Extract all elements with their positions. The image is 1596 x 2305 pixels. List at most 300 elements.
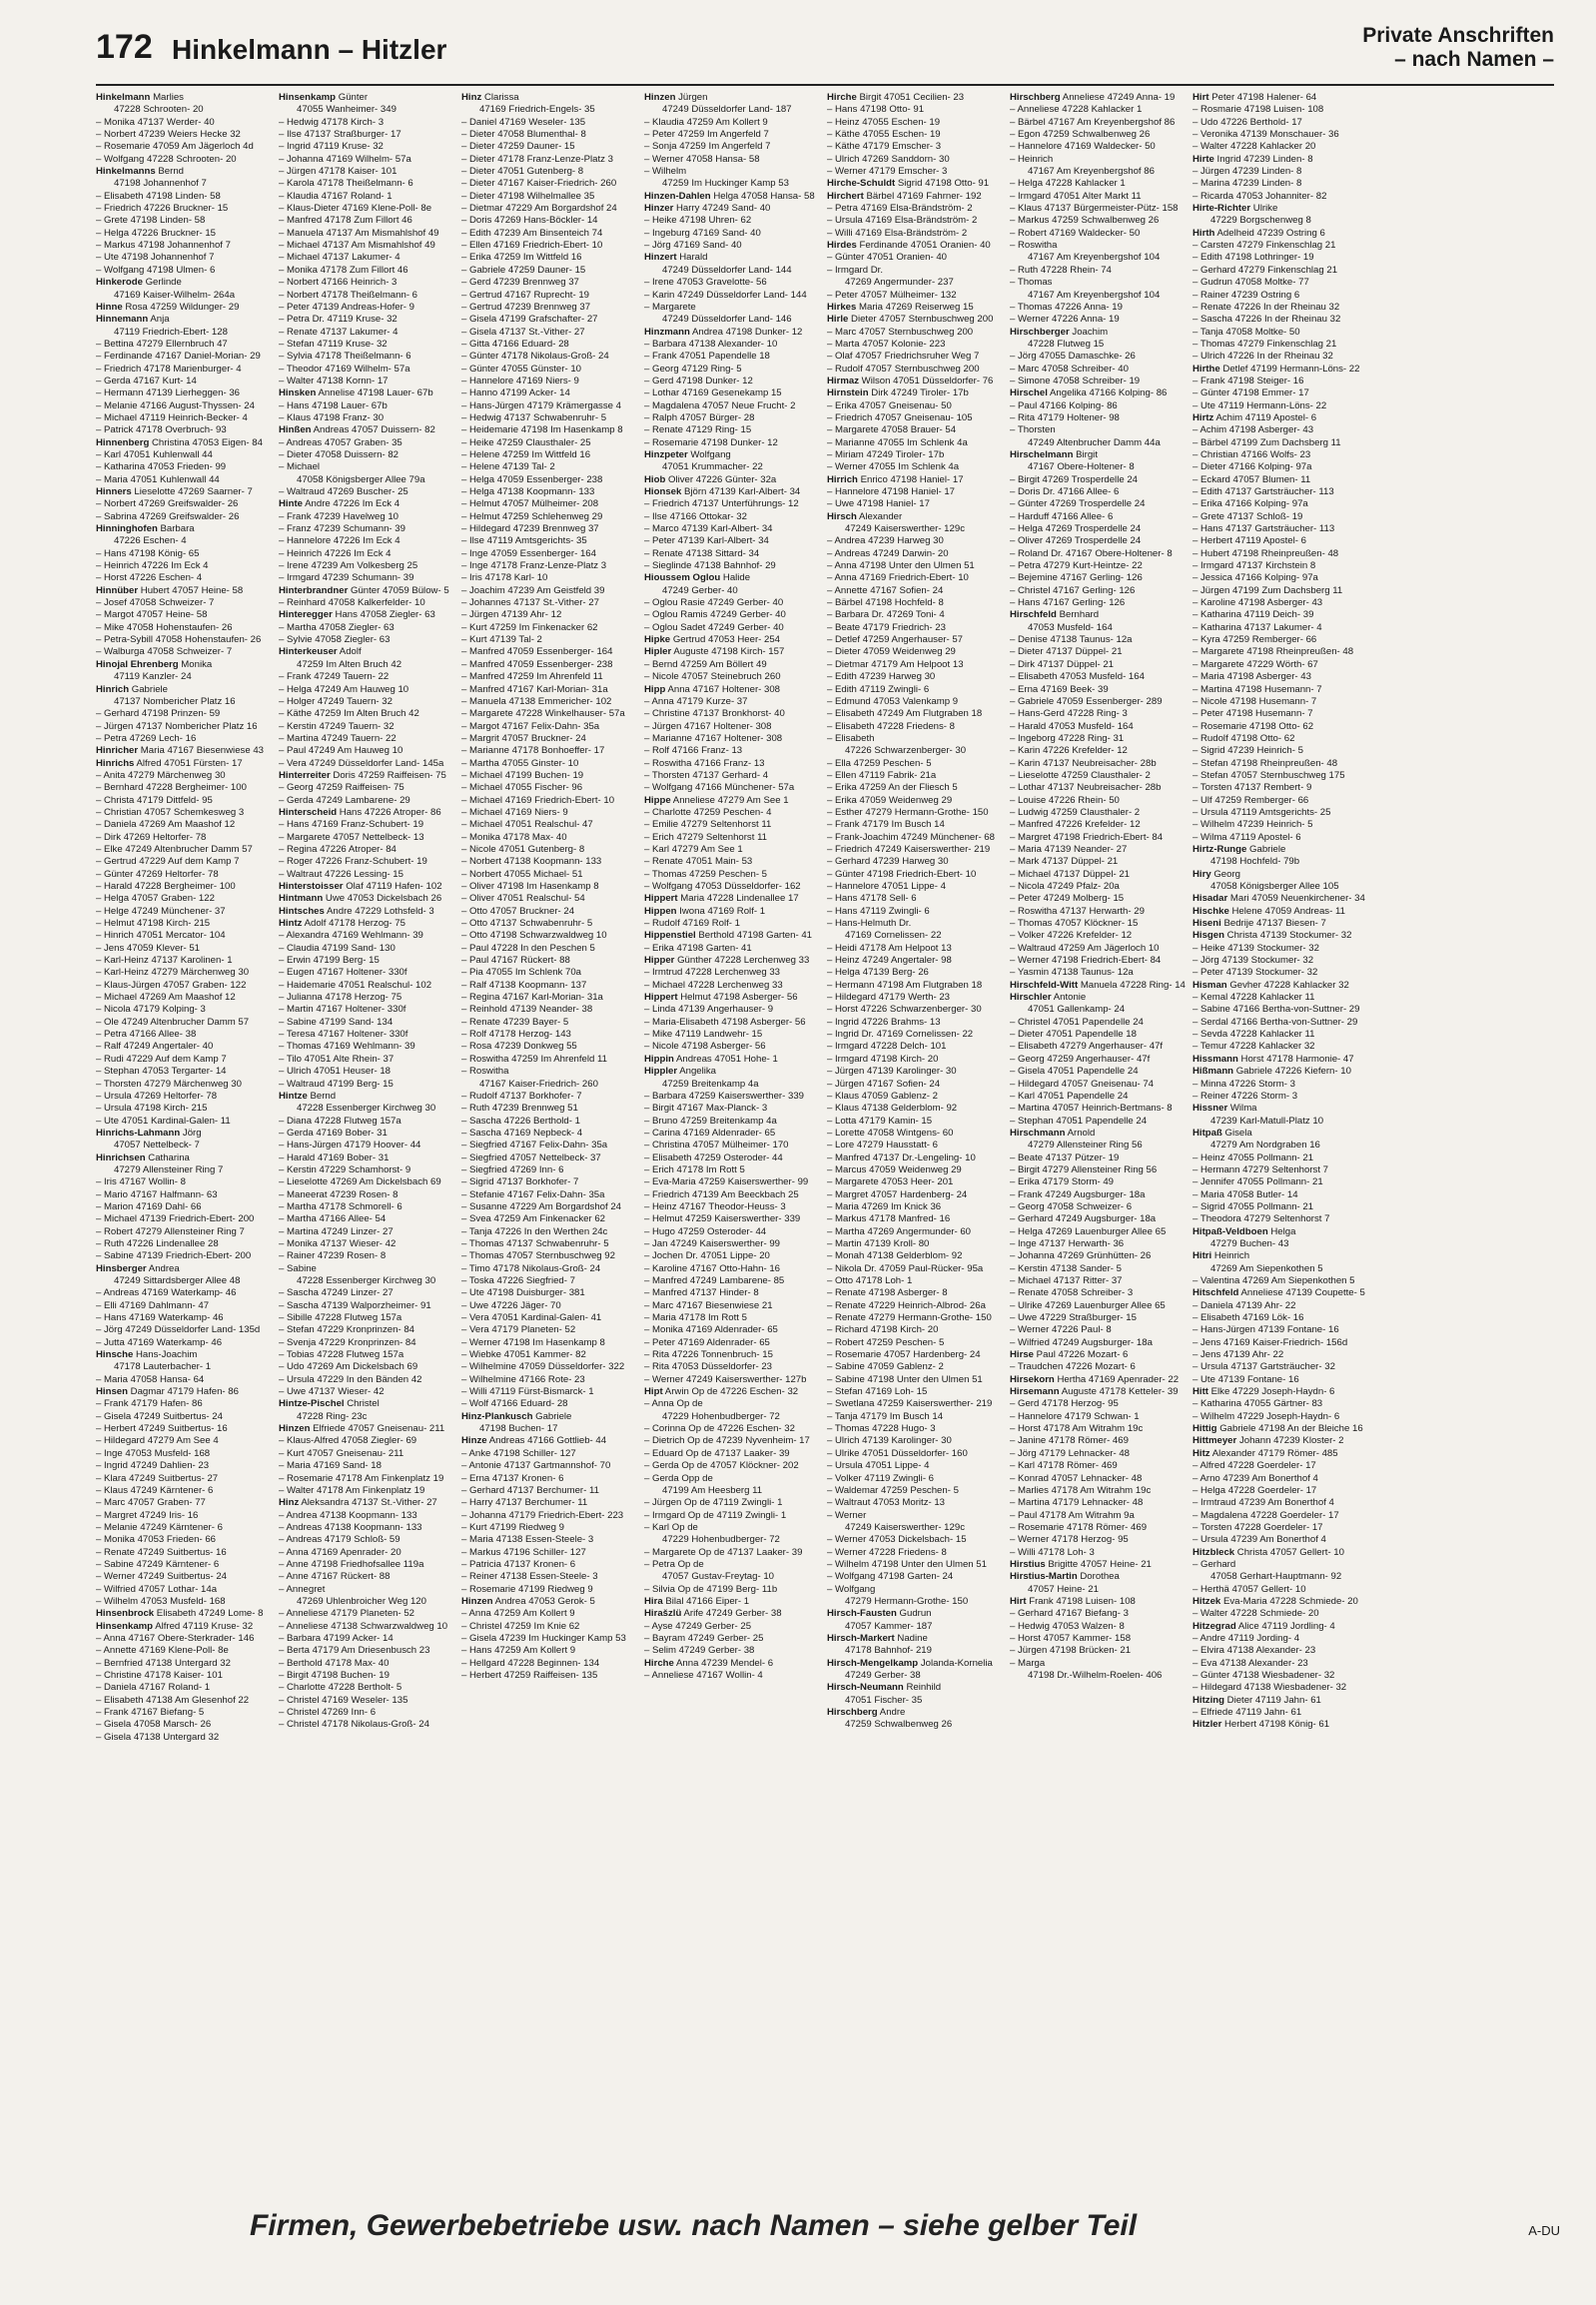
entry-text: – Margarete 47053 Heer- 201 bbox=[827, 1176, 954, 1188]
directory-entry bbox=[461, 955, 638, 967]
directory-entry bbox=[1193, 721, 1369, 733]
entry-text: – Hellgard 47228 Beginnen- 134 bbox=[461, 1657, 600, 1669]
directory-entry bbox=[461, 314, 638, 326]
directory-column bbox=[1193, 92, 1369, 2199]
entry-text: – Frank 47051 Papendelle 18 bbox=[644, 351, 770, 363]
directory-entry bbox=[96, 1522, 273, 1534]
directory-entry bbox=[279, 240, 455, 252]
entry-text: – Hildegard 47239 Brennweg 37 bbox=[461, 523, 599, 535]
entry-text: – Friedrich 47178 Marienburger- 4 bbox=[96, 363, 242, 375]
directory-entry bbox=[461, 129, 638, 141]
directory-entry bbox=[1010, 535, 1187, 547]
entry-text: – Martha 47058 Ziegler- 63 bbox=[279, 621, 395, 633]
entry-text: – Sieglinde 47138 Bahnhof- 29 bbox=[644, 560, 776, 572]
entry-text: – Olaf 47057 Friedrichsruher Weg 7 bbox=[827, 351, 980, 363]
entry-continuation: 47178 Lauterbacher- 1 bbox=[114, 1361, 212, 1373]
directory-entry bbox=[827, 671, 1004, 683]
entry-text: – Anneliese 47167 Wollin- 4 bbox=[644, 1670, 763, 1681]
entry-text: – Hans 47167 Gerling- 126 bbox=[1010, 597, 1126, 609]
directory-entry bbox=[96, 1041, 273, 1053]
directory-entry bbox=[1193, 1324, 1369, 1336]
entry-text: – Joachim 47239 Am Geistfeld 39 bbox=[461, 584, 605, 596]
directory-entry bbox=[96, 609, 273, 621]
entry-text: – Ursula 47239 Am Bonerthof 4 bbox=[1193, 1534, 1326, 1546]
entry-text: Anneliese 47279 Am See 1 bbox=[672, 794, 789, 806]
entry-text: – Nicole 47198 Husemann- 7 bbox=[1193, 695, 1317, 707]
directory-entry bbox=[1193, 1707, 1369, 1719]
surname-entry bbox=[279, 918, 455, 930]
directory-entry bbox=[644, 807, 821, 819]
entry-text: – Hannelore 47179 Schwan- 1 bbox=[1010, 1410, 1140, 1422]
entry-text: – Edith 47239 Harweg 30 bbox=[827, 671, 936, 683]
directory-entry bbox=[279, 1547, 455, 1559]
directory-column bbox=[279, 92, 455, 2199]
entry-text: – Iris 47178 Karl- 10 bbox=[461, 572, 548, 584]
entry-text: – Hannelore 47198 Haniel- 17 bbox=[827, 486, 956, 497]
surname-entry bbox=[1193, 364, 1369, 376]
directory-entry bbox=[461, 1608, 638, 1620]
entry-text: – Jens 47169 Kaiser-Friedrich- 156d bbox=[1193, 1336, 1348, 1348]
directory-entry bbox=[461, 486, 638, 498]
directory-entry bbox=[1193, 1658, 1369, 1670]
entry-text: – Michael 47137 Ritter- 37 bbox=[1010, 1275, 1123, 1286]
entry-text: – Andre 47119 Jording- 4 bbox=[1193, 1632, 1300, 1644]
entry-text: Alexander 47179 Römer- 485 bbox=[1211, 1447, 1338, 1459]
directory-entry bbox=[461, 498, 638, 510]
directory-entry bbox=[644, 856, 821, 868]
entry-text: – Karoline 47167 Otto-Hahn- 16 bbox=[644, 1262, 780, 1274]
entry-text: Anja bbox=[150, 314, 170, 326]
entry-text: – Carina 47169 Aldenrader- 65 bbox=[644, 1127, 776, 1139]
entry-text: – Werner 47058 Hansa- 58 bbox=[644, 153, 760, 165]
entry-text: – Torsten 47228 Goerdeler- 17 bbox=[1193, 1521, 1323, 1533]
entry-text: – Lieselotte 47269 Am Dickelsbach 69 bbox=[279, 1176, 441, 1188]
entry-text: – Gisela 47051 Papendelle 24 bbox=[1010, 1066, 1139, 1078]
directory-entry bbox=[644, 1189, 821, 1201]
entry-text: – Robert 47169 Waldecker- 50 bbox=[1010, 227, 1141, 239]
entry-text: – Günter 47138 Wiesbadener- 32 bbox=[1193, 1670, 1335, 1681]
entry-text: – Petra 47169 Elsa-Brändström- 2 bbox=[827, 203, 973, 215]
entry-text: – Frank 47167 Biefang- 5 bbox=[96, 1707, 205, 1719]
surname: Hinterscheid bbox=[279, 806, 338, 818]
surname: Hirschelmann bbox=[1010, 448, 1074, 460]
entry-continuation: 47119 Kanzler- 24 bbox=[114, 671, 192, 683]
directory-entry bbox=[827, 758, 1004, 770]
directory-entry bbox=[1193, 832, 1369, 844]
directory-entry bbox=[1010, 314, 1187, 326]
entry-text: – Margarete 47057 Nettelbeck- 13 bbox=[279, 831, 424, 843]
entry-text: – Jürgen 47239 Linden- 8 bbox=[1193, 166, 1302, 178]
entry-text: – Rosemarie 47057 Hardenberg- 24 bbox=[827, 1349, 981, 1361]
surname-entry bbox=[279, 1497, 455, 1509]
entry-text: Dirk 47249 Tiroler- 17b bbox=[871, 387, 969, 399]
directory-entry bbox=[827, 1398, 1004, 1410]
entry-text: – Markus 47178 Manfred- 16 bbox=[827, 1213, 951, 1225]
directory-entry bbox=[96, 1682, 273, 1694]
surname-entry bbox=[644, 1054, 821, 1066]
surname-entry bbox=[1193, 844, 1369, 856]
directory-entry bbox=[96, 1732, 273, 1744]
entry-text: – Helge 47249 Münchener- 37 bbox=[96, 905, 226, 917]
directory-entry bbox=[96, 572, 273, 584]
entry-continuation: 47167 Am Kreyenbergshof 86 bbox=[1028, 166, 1155, 178]
directory-entry bbox=[1193, 696, 1369, 708]
directory-entry bbox=[1193, 684, 1369, 696]
entry-text: Helga bbox=[1270, 1225, 1296, 1237]
directory-entry bbox=[1193, 535, 1369, 547]
directory-entry bbox=[461, 461, 638, 473]
directory-entry bbox=[461, 622, 638, 634]
directory-entry bbox=[1193, 117, 1369, 129]
surname-entry bbox=[279, 498, 455, 510]
directory-entry bbox=[279, 1645, 455, 1657]
entry-text: – Sascha 47226 In der Rheinau 32 bbox=[1193, 314, 1341, 326]
entry-text: – Gisela 47058 Marsch- 26 bbox=[96, 1719, 212, 1731]
surname: Hirche-Schuldt bbox=[827, 178, 896, 190]
surname-entry bbox=[827, 1608, 1004, 1620]
entry-text: – Markus 47259 Schwalbenweg 26 bbox=[1010, 215, 1160, 227]
surname-entry bbox=[96, 277, 273, 289]
entry-text: – Manfred 47137 Dr.-Lengeling- 10 bbox=[827, 1152, 976, 1163]
directory-entry bbox=[1010, 1250, 1187, 1262]
surname: Hirse bbox=[1010, 1349, 1034, 1361]
entry-continuation: 47051 Krummacher- 22 bbox=[662, 461, 763, 473]
entry-continuation: 47169 Cornelissen- 22 bbox=[845, 930, 942, 942]
entry-text: – Elisabeth bbox=[827, 732, 875, 744]
entry-text: – Martin 47139 Kroll- 80 bbox=[827, 1237, 930, 1249]
entry-continuation: 47249 Düsseldorfer Land- 187 bbox=[662, 104, 792, 116]
entry-text: – Marianne 47055 Im Schlenk 4a bbox=[827, 436, 968, 448]
directory-entry bbox=[96, 1250, 273, 1262]
entry-text: – Marc 47167 Biesenwiese 21 bbox=[644, 1299, 773, 1311]
surname-entry bbox=[1193, 906, 1369, 918]
entry-text: – Wilhelm 47229 Joseph-Haydn- 6 bbox=[1193, 1410, 1340, 1422]
entry-text: – Kemal 47228 Kahlacker 11 bbox=[1193, 992, 1315, 1004]
entry-text: – Jens 47059 Klever- 51 bbox=[96, 942, 200, 954]
directory-entry bbox=[827, 869, 1004, 881]
surname: Hinsenkamp bbox=[96, 1620, 154, 1632]
entry-text: – Annette 47169 Klene-Poll- 8e bbox=[96, 1645, 229, 1657]
directory-entry bbox=[1193, 758, 1369, 770]
directory-entry bbox=[1193, 339, 1369, 351]
entry-text: – Manfred 47178 Zum Fillort 46 bbox=[279, 215, 412, 227]
entry-text: – Thomas 47259 Peschen- 5 bbox=[644, 868, 768, 880]
entry-text: – Lorette 47058 Wintgens- 60 bbox=[827, 1127, 954, 1139]
entry-continuation: 47051 Fischer- 35 bbox=[845, 1694, 923, 1706]
entry-text: – Irmgard 47051 Alter Markt 11 bbox=[1010, 190, 1142, 202]
directory-entry bbox=[461, 1213, 638, 1225]
entry-text: – Jürgen Op de 47119 Zwingli- 1 bbox=[644, 1497, 783, 1509]
entry-text: – Renate 47129 Ring- 15 bbox=[644, 424, 752, 436]
directory-entry bbox=[827, 1411, 1004, 1423]
entry-text: Maria 47269 Reiserweg 15 bbox=[859, 301, 974, 313]
entry-text: – Hans 47198 Lauer- 67b bbox=[279, 399, 388, 411]
directory-entry bbox=[96, 597, 273, 609]
entry-text: – Walter 47138 Kornn- 17 bbox=[279, 375, 389, 386]
directory-entry bbox=[461, 1091, 638, 1103]
directory-entry bbox=[279, 1337, 455, 1349]
entry-continuation: 47198 Buchen- 17 bbox=[479, 1423, 558, 1435]
entry-text: Dagmar 47179 Hafen- 86 bbox=[130, 1386, 239, 1398]
entry-text: – Hans-Jürgen 47179 Krämergasse 4 bbox=[461, 399, 621, 411]
directory-entry bbox=[461, 795, 638, 807]
surname: Hinterbrandner bbox=[279, 584, 349, 596]
directory-entry bbox=[279, 684, 455, 696]
entry-text: – Erika 47198 Garten- 41 bbox=[644, 942, 752, 954]
directory-entry bbox=[461, 1460, 638, 1472]
surname: Hippin bbox=[644, 1053, 674, 1065]
directory-entry bbox=[827, 980, 1004, 992]
entry-text: Andreas 47057 Duissern- 82 bbox=[313, 424, 435, 436]
entry-text: – Paul 47249 Am Hauweg 10 bbox=[279, 745, 403, 757]
entry-text: Antonie bbox=[1053, 992, 1087, 1004]
directory-entry bbox=[1010, 881, 1187, 893]
directory-entry bbox=[827, 129, 1004, 141]
entry-text: – Gerd 47178 Herzog- 95 bbox=[1010, 1398, 1119, 1410]
surname-entry bbox=[279, 770, 455, 782]
surname: Hirche bbox=[827, 92, 857, 103]
directory-entry bbox=[827, 265, 1004, 277]
directory-entry bbox=[279, 400, 455, 412]
entry-text: – Helga 47138 Koopmann- 133 bbox=[461, 486, 595, 497]
entry-text: – Vera 47249 Düsseldorfer Land- 145a bbox=[279, 757, 444, 769]
directory-entry bbox=[827, 659, 1004, 671]
directory-entry bbox=[279, 1238, 455, 1250]
directory-entry bbox=[1193, 807, 1369, 819]
directory-entry bbox=[279, 1128, 455, 1140]
entry-text: – Volker 47119 Zwingli- 6 bbox=[827, 1472, 935, 1484]
entry-continuation: 47167 Am Kreyenbergshof 104 bbox=[1028, 289, 1161, 301]
entry-text: Gabriele bbox=[535, 1410, 572, 1422]
entry-text: – Rosemarie 47059 Am Jägerloch 4d bbox=[96, 141, 254, 153]
directory-entry bbox=[1193, 474, 1369, 486]
surname-entry bbox=[96, 92, 273, 104]
directory-entry bbox=[279, 461, 455, 473]
surname: Hintze-Pischel bbox=[279, 1398, 345, 1410]
directory-entry bbox=[279, 548, 455, 560]
entry-text: – Hedwig 47137 Schwabenruhr- 5 bbox=[461, 411, 607, 423]
directory-entry bbox=[644, 511, 821, 523]
directory-entry bbox=[1193, 351, 1369, 363]
directory-entry bbox=[279, 1522, 455, 1534]
surname: Hipp bbox=[644, 683, 666, 695]
entry-text: – Ayse 47249 Gerber- 25 bbox=[644, 1620, 752, 1632]
entry-text: – Harald 47228 Bergheimer- 100 bbox=[96, 881, 236, 892]
entry-text: – Heike 47259 Clausthaler- 25 bbox=[461, 436, 591, 448]
entry-text: – Maria 47139 Neander- 27 bbox=[1010, 843, 1128, 855]
entry-text: – Klaus 47198 Franz- 30 bbox=[279, 411, 385, 423]
directory-entry bbox=[461, 671, 638, 683]
directory-entry bbox=[1010, 1324, 1187, 1336]
directory-entry bbox=[96, 930, 273, 942]
entry-text: – Swetlana 47259 Kaiserswerther- 219 bbox=[827, 1398, 993, 1410]
entry-text: – Sascha 47169 Nepbeck- 4 bbox=[461, 1127, 583, 1139]
directory-entry bbox=[1010, 129, 1187, 141]
directory-entry bbox=[644, 228, 821, 240]
entry-text: – Elfriede 47119 Jahn- 61 bbox=[1193, 1707, 1302, 1719]
entry-continuation: 47057 Gustav-Freytag- 10 bbox=[662, 1571, 774, 1583]
directory-entry bbox=[96, 424, 273, 436]
entry-text: – Timo 47178 Nikolaus-Groß- 24 bbox=[461, 1262, 601, 1274]
directory-entry bbox=[279, 560, 455, 572]
entry-text: – Wilhelm 47198 Unter den Ulmen 51 bbox=[827, 1558, 987, 1570]
directory-entry bbox=[461, 733, 638, 745]
entry-text: – Werner 47055 Im Schlenk 4a bbox=[827, 461, 960, 473]
directory-entry bbox=[279, 141, 455, 153]
directory-entry bbox=[96, 770, 273, 782]
directory-entry bbox=[279, 869, 455, 881]
directory-entry bbox=[1193, 1152, 1369, 1164]
directory-entry bbox=[1010, 412, 1187, 424]
directory-entry bbox=[1193, 795, 1369, 807]
entry-text: – Andreas 47169 Waterkamp- 46 bbox=[96, 1287, 237, 1299]
entry-continuation: 47226 Eschen- 4 bbox=[114, 535, 187, 547]
directory-entry bbox=[827, 721, 1004, 733]
directory-entry bbox=[827, 795, 1004, 807]
directory-entry bbox=[1193, 770, 1369, 782]
directory-entry bbox=[827, 1423, 1004, 1435]
surname-entry bbox=[1193, 918, 1369, 930]
directory-entry bbox=[644, 240, 821, 252]
surname-entry bbox=[1193, 869, 1369, 881]
entry-text: – Jörg 47139 Stockumer- 32 bbox=[1193, 955, 1314, 967]
entry-continuation: 47229 Hohenbudberger- 72 bbox=[662, 1410, 780, 1422]
directory-entry bbox=[461, 1287, 638, 1299]
surname: Hitzing bbox=[1193, 1694, 1224, 1706]
entry-text: – Sevda 47228 Kahlacker 11 bbox=[1193, 1029, 1315, 1041]
entry-text: – Anna 47169 Apenrader- 20 bbox=[279, 1546, 401, 1558]
directory-entry bbox=[461, 327, 638, 339]
directory-entry bbox=[1193, 1510, 1369, 1522]
directory-entry bbox=[1010, 1066, 1187, 1078]
directory-entry bbox=[644, 844, 821, 856]
directory-entry bbox=[1010, 770, 1187, 782]
directory-entry bbox=[279, 1066, 455, 1078]
entry-text: – Uwe 47226 Jäger- 70 bbox=[461, 1299, 561, 1311]
directory-entry bbox=[96, 721, 273, 733]
entry-text: Andre 47229 Lothsfeld- 3 bbox=[327, 905, 434, 917]
entry-text: – Mike 47119 Landwehr- 15 bbox=[644, 1029, 763, 1041]
entry-text: – Willi 47169 Elsa-Brändström- 2 bbox=[827, 227, 968, 239]
entry-text: – Wilhelmine 47166 Rote- 23 bbox=[461, 1373, 585, 1385]
entry-text: Elfriede 47057 Gneisenau- 211 bbox=[313, 1423, 445, 1435]
surname: Hinrichs bbox=[96, 757, 135, 769]
entry-text: – Ludwig 47259 Clausthaler- 2 bbox=[1010, 806, 1141, 818]
surname: Hirte-Richter bbox=[1193, 203, 1251, 215]
entry-text: – Alexandra 47169 Wehlmann- 39 bbox=[279, 930, 423, 942]
entry-text: Bedrije 47137 Biesen- 7 bbox=[1223, 918, 1326, 930]
directory-entry bbox=[827, 252, 1004, 264]
entry-text: – Elli 47169 Dahlmann- 47 bbox=[96, 1299, 210, 1311]
entry-text: – Ingrid 47249 Dahlien- 23 bbox=[96, 1460, 210, 1472]
directory-entry bbox=[827, 967, 1004, 979]
surname: Hirstius-Martin bbox=[1010, 1571, 1078, 1583]
entry-text: – Manfred 47167 Karl-Morian- 31a bbox=[461, 683, 608, 695]
entry-text: – Hinrich 47051 Mercator- 104 bbox=[96, 930, 226, 942]
entry-text: – Helga 47249 Am Hauweg 10 bbox=[279, 683, 409, 695]
page-header bbox=[96, 24, 1554, 90]
directory-entry bbox=[644, 154, 821, 166]
surname: Hinkerode bbox=[96, 277, 143, 289]
entry-text: – Klaudia 47167 Roland- 1 bbox=[279, 190, 393, 202]
entry-text: – Irmtrud 47228 Lerchenweg 33 bbox=[644, 967, 780, 979]
directory-entry bbox=[461, 1374, 638, 1386]
entry-text: – Martin 47167 Holtener- 330f bbox=[279, 1004, 406, 1016]
entry-text: – Friedrich 47137 Unterführungs- 12 bbox=[644, 498, 799, 510]
surname-entry bbox=[1010, 1349, 1187, 1361]
entry-text: – Karin 47226 Krefelder- 12 bbox=[1010, 745, 1128, 757]
entry-text: – Ulrich 47269 Sanddorn- 30 bbox=[827, 153, 950, 165]
directory-entry bbox=[827, 1176, 1004, 1188]
surname-entry bbox=[279, 424, 455, 436]
surname-entry bbox=[644, 1066, 821, 1078]
directory-entry bbox=[96, 387, 273, 399]
entry-text: Gabriele bbox=[131, 683, 168, 695]
surname: Hinze bbox=[461, 1435, 487, 1447]
directory-entry bbox=[827, 117, 1004, 129]
entry-text: – Rainer 47239 Ostring 6 bbox=[1193, 289, 1300, 301]
directory-entry bbox=[1193, 943, 1369, 955]
surname-entry bbox=[96, 1608, 273, 1620]
entry-text: – Ferdinande 47167 Daniel-Morian- 29 bbox=[96, 351, 261, 363]
entry-text: – Bernfried 47138 Untergard 32 bbox=[96, 1657, 231, 1669]
directory-entry bbox=[827, 1435, 1004, 1447]
entry-text: – Magdalena 47057 Neue Frucht- 2 bbox=[644, 399, 796, 411]
directory-entry bbox=[644, 1250, 821, 1262]
directory-entry bbox=[96, 967, 273, 979]
directory-column bbox=[827, 92, 1004, 2199]
entry-text: – Ruth 47226 Lindenallee 28 bbox=[96, 1237, 219, 1249]
directory-entry bbox=[1193, 585, 1369, 597]
entry-text: – Dietrich Op de 47239 Nyvenheim- 17 bbox=[644, 1435, 810, 1447]
surname-entry bbox=[96, 659, 273, 671]
directory-entry bbox=[96, 1584, 273, 1596]
directory-entry bbox=[461, 634, 638, 646]
directory-entry bbox=[827, 1275, 1004, 1287]
directory-entry bbox=[1193, 659, 1369, 671]
directory-entry bbox=[644, 1361, 821, 1373]
directory-entry bbox=[279, 290, 455, 302]
directory-entry bbox=[279, 339, 455, 351]
entry-text: – Thomas 47137 Schwabenruhr- 5 bbox=[461, 1237, 609, 1249]
entry-text: – Gudrun 47058 Moltke- 77 bbox=[1193, 277, 1309, 289]
entry-text: – Grete 47198 Linden- 58 bbox=[96, 215, 206, 227]
surname: Hißmann bbox=[1193, 1066, 1234, 1078]
directory-entry bbox=[96, 228, 273, 240]
directory-entry bbox=[1010, 1213, 1187, 1225]
entry-text: – Barbara 47199 Acker- 14 bbox=[279, 1632, 394, 1644]
entry-text: – Horst 47226 Eschen- 4 bbox=[96, 572, 203, 584]
entry-text: – Wilhelmine 47059 Düsseldorfer- 322 bbox=[461, 1361, 625, 1373]
directory-entry bbox=[644, 1473, 821, 1485]
directory-entry bbox=[279, 1176, 455, 1188]
surname: Hinnemann bbox=[96, 314, 149, 326]
surname-entry bbox=[827, 1682, 1004, 1694]
directory-entry bbox=[279, 1670, 455, 1682]
entry-text: – Doris Dr. 47166 Allee- 6 bbox=[1010, 486, 1120, 497]
entry-text: – Ingeborg 47228 Ring- 31 bbox=[1010, 732, 1125, 744]
entry-text: – Elke 47249 Altenbrucher Damm 57 bbox=[96, 843, 253, 855]
directory-entry bbox=[279, 351, 455, 363]
surname: Hinnenberg bbox=[96, 436, 150, 448]
entry-text: – Barbara 47138 Alexander- 10 bbox=[644, 338, 778, 350]
entry-text: – Hermann 47139 Lierheggen- 36 bbox=[96, 387, 241, 399]
entry-text: – Peter 47259 Im Angerfeld 7 bbox=[644, 129, 769, 141]
entry-continuation: 47058 Königsberger Allee 105 bbox=[1210, 881, 1339, 892]
entry-text: – Michael 47139 Friedrich-Ebert- 200 bbox=[96, 1213, 255, 1225]
entry-text: – Thomas 47228 Hugo- 3 bbox=[827, 1423, 936, 1435]
entry-text: – Gerda 47167 Kurt- 14 bbox=[96, 375, 197, 386]
